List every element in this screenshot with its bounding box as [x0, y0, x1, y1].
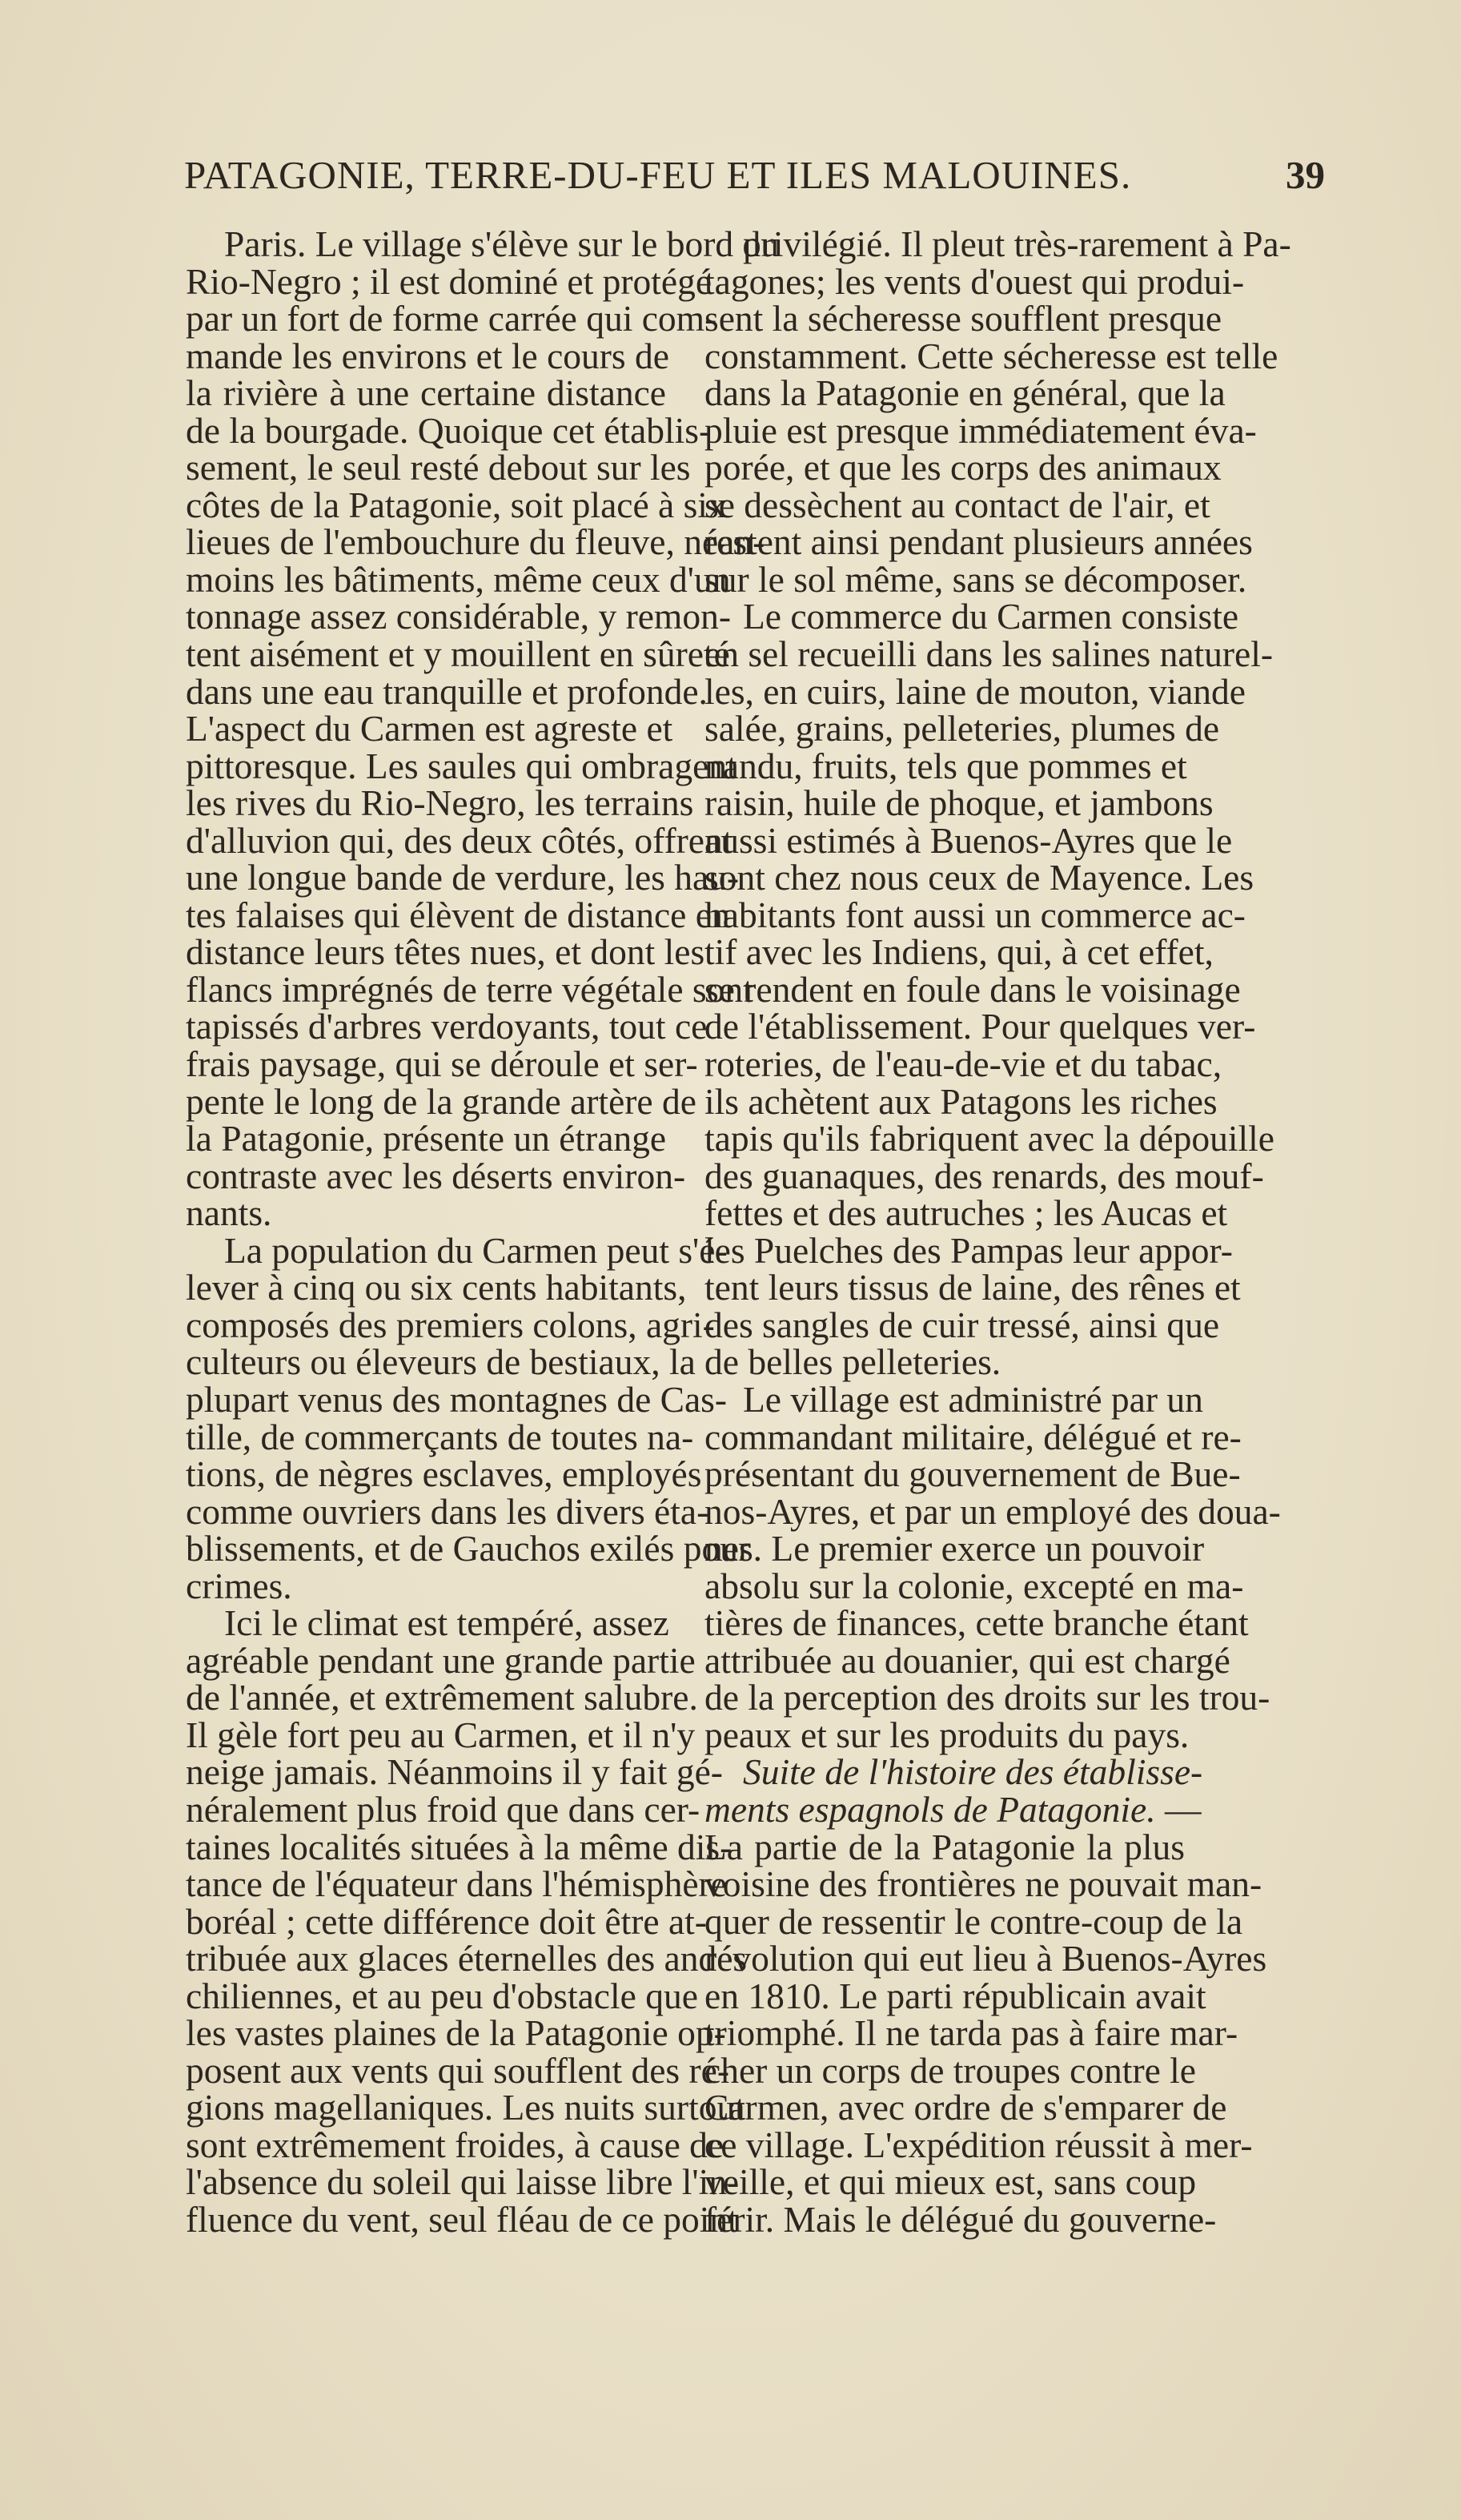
paragraph — [704, 596, 1274, 1383]
text-line: sont extrêmement froides, à cause de — [186, 2124, 724, 2165]
text-line: tent leurs tissus de laine, des rênes et — [704, 1267, 1241, 1308]
text-line: neige jamais. Néanmoins il y fait gé- — [186, 1751, 723, 1793]
text-line: Le commerce du Carmen consiste — [743, 596, 1239, 637]
paragraph — [186, 1229, 751, 1606]
text-line: habitants font aussi un commerce ac- — [704, 894, 1246, 935]
text-line: d'alluvion qui, des deux côtés, offrent — [186, 819, 733, 861]
right-column — [704, 223, 1291, 2276]
running-header — [184, 152, 1325, 208]
text-line: nes. Le premier exerce un pouvoir — [704, 1528, 1205, 1569]
text-line: néralement plus froid que dans cer- — [186, 1788, 700, 1830]
text-line: tagones; les vents d'ouest qui produi- — [704, 260, 1245, 302]
text-line: révolution qui eut lieu à Buenos-Ayres — [704, 1938, 1267, 1979]
text-line: mande les environs et le cours de — [186, 335, 669, 376]
text-line: frais paysage, qui se déroule et ser- — [186, 1043, 698, 1085]
text-line: salée, grains, pelleteries, plumes de — [704, 708, 1220, 750]
text-line: contraste avec les déserts environ- — [186, 1155, 686, 1196]
text-line: par un fort de forme carrée qui com- — [186, 298, 717, 340]
text-line: tapissés d'arbres verdoyants, tout ce — [186, 1006, 708, 1047]
text-line: Carmen, avec ordre de s'emparer de — [704, 2087, 1227, 2128]
section-paragraph — [704, 1751, 1267, 2240]
text-line: Il gèle fort peu au Carmen, et il n'y — [186, 1714, 696, 1755]
text-line: plupart venus des montagnes de Cas- — [186, 1378, 728, 1420]
text-line: lieues de l'embouchure du fleuve, néan- — [186, 521, 765, 563]
text-line: la rivière à une certaine distance — [186, 372, 666, 414]
text-line: la Patagonie, présente un étrange — [186, 1118, 667, 1160]
text-line: férir. Mais le délégué du gouverne- — [704, 2198, 1217, 2240]
text-line: comme ouvriers dans les divers éta- — [186, 1490, 709, 1532]
text-line: boréal ; cette différence doit être at- — [186, 1900, 707, 1942]
text-line: absolu sur la colonie, excepté en ma- — [704, 1565, 1244, 1606]
text-line: flancs imprégnés de terre végétale sont — [186, 968, 753, 1010]
text-line: sement, le seul resté debout sur les — [186, 447, 691, 488]
section-heading-line-2: ments espagnols de Patagonie. — — [704, 1788, 1202, 1830]
text-line: tribuée aux glaces éternelles des andes — [186, 1938, 748, 1979]
text-line: ils achètent aux Patagons les riches — [704, 1080, 1218, 1122]
text-line: restent ainsi pendant plusieurs années — [704, 521, 1253, 563]
text-line: agréable pendant une grande partie — [186, 1639, 696, 1681]
text-line: nandu, fruits, tels que pommes et — [704, 745, 1187, 786]
text-line: ce village. L'expédition réussit à mer- — [704, 2124, 1253, 2165]
text-line: peaux et sur les produits du pays. — [704, 1714, 1190, 1755]
text-line: culteurs ou éleveurs de bestiaux, la — [186, 1341, 696, 1383]
text-line: chiliennes, et au peu d'obstacle que — [186, 1975, 698, 2016]
paragraph — [186, 1602, 748, 2240]
text-line: de l'établissement. Pour quelques ver- — [704, 1006, 1256, 1047]
text-line: triomphé. Il ne tarda pas à faire mar- — [704, 2012, 1238, 2054]
text-line: nos-Ayres, et par un employé des doua- — [704, 1490, 1281, 1532]
text-line: distance leurs têtes nues, et dont les — [186, 931, 705, 973]
paragraph — [186, 223, 780, 1234]
text-line: de la bourgade. Quoique cet établis- — [186, 409, 712, 451]
text-line: tance de l'équateur dans l'hémisphère — [186, 1863, 727, 1905]
text-line: composés des premiers colons, agri- — [186, 1304, 715, 1345]
text-line: en 1810. Le parti républicain avait — [704, 1975, 1206, 2016]
text-line: pente le long de la grande artère de — [186, 1080, 696, 1122]
text-line: veille, et qui mieux est, sans coup — [704, 2161, 1197, 2203]
text-line: roteries, de l'eau-de-vie et du tabac, — [704, 1043, 1222, 1085]
text-line: fettes et des autruches ; les Aucas et — [704, 1192, 1228, 1234]
page-number: 39 — [1286, 153, 1325, 197]
text-line: tapis qu'ils fabriquent avec la dépouille — [704, 1118, 1274, 1160]
text-line: tent aisément et y mouillent en sûreté — [186, 633, 730, 675]
text-line: tes falaises qui élèvent de distance en — [186, 894, 730, 935]
left-column — [186, 223, 780, 2276]
section-heading-line-1: Suite de l'histoire des établisse- — [743, 1751, 1203, 1793]
text-line: gions magellaniques. Les nuits surtout — [186, 2087, 745, 2128]
paragraph — [704, 1378, 1281, 1755]
text-line: en sel recueilli dans les salines naturel- — [704, 633, 1274, 675]
text-line: quer de ressentir le contre-coup de la — [704, 1900, 1243, 1942]
text-line: Ici le climat est tempéré, assez — [224, 1602, 669, 1644]
text-line: La population du Carmen peut s'é- — [224, 1229, 728, 1271]
text-line: posent aux vents qui soufflent des ré- — [186, 2049, 729, 2091]
text-line: privilégié. Il pleut très-rarement à Pa- — [743, 223, 1291, 264]
text-line: tions, de nègres esclaves, employés — [186, 1453, 702, 1495]
text-line: raisin, huile de phoque, et jambons — [704, 782, 1214, 824]
text-line: dans la Patagonie en général, que la — [704, 372, 1226, 414]
text-line: moins les bâtiments, même ceux d'un — [186, 558, 731, 600]
text-line: Paris. Le village s'élève sur le bord du — [224, 223, 780, 264]
text-line: côtes de la Patagonie, soit placé à six — [186, 484, 726, 525]
text-line: voisine des frontières ne pouvait man- — [704, 1863, 1262, 1905]
text-line: fluence du vent, seul fléau de ce point — [186, 2198, 738, 2240]
text-line: tif avec les Indiens, qui, à cet effet, — [704, 931, 1214, 973]
text-line: cher un corps de troupes contre le — [704, 2049, 1197, 2091]
text-line: porée, et que les corps des animaux — [704, 447, 1222, 488]
text-line: crimes. — [186, 1565, 292, 1606]
text-line: aussi estimés à Buenos-Ayres que le — [704, 819, 1233, 861]
text-line: l'absence du soleil qui laisse libre l'in- — [186, 2161, 740, 2203]
text-line: se rendent en foule dans le voisinage — [704, 968, 1241, 1010]
text-line: de belles pelleteries. — [704, 1341, 1001, 1383]
text-line: tonnage assez considérable, y remon- — [186, 596, 731, 637]
text-line: tières de finances, cette branche étant — [704, 1602, 1249, 1644]
running-title: PATAGONIE, TERRE-DU-FEU ET ILES MALOUINES. — [184, 153, 1132, 197]
paragraph — [704, 223, 1291, 600]
text-line: pluie est presque immédiatement éva- — [704, 409, 1257, 451]
text-line: tille, de commerçants de toutes na- — [186, 1416, 694, 1457]
text-line: des guanaques, des renards, des mouf- — [704, 1155, 1264, 1196]
text-line: de la perception des droits sur les trou- — [704, 1677, 1270, 1718]
text-line: sur le sol même, sans se décomposer. — [704, 558, 1247, 600]
text-line: constamment. Cette sécheresse est telle — [704, 335, 1278, 376]
text-line: les rives du Rio-Negro, les terrains — [186, 782, 694, 824]
text-line: nants. — [186, 1192, 272, 1234]
text-line: L'aspect du Carmen est agreste et — [186, 708, 673, 750]
text-line: présentant du gouvernement de Bue- — [704, 1453, 1241, 1495]
text-line: lever à cinq ou six cents habitants, — [186, 1267, 687, 1308]
text-line: dans une eau tranquille et profonde. — [186, 670, 708, 712]
text-line: taines localités situées à la même dis- — [186, 1826, 733, 1867]
text-line: sent la sécheresse soufflent presque — [704, 298, 1222, 340]
text-line: attribuée au douanier, qui est chargé — [704, 1639, 1230, 1681]
text-line: les vastes plaines de la Patagonie op- — [186, 2012, 726, 2054]
text-line: blissements, et de Gauchos exilés pour — [186, 1528, 751, 1569]
text-line: une longue bande de verdure, les hau- — [186, 857, 740, 898]
text-line: sont chez nous ceux de Mayence. Les — [704, 857, 1254, 898]
text-line: des sangles de cuir tressé, ainsi que — [704, 1304, 1220, 1345]
text-line: La partie de la Patagonie la plus — [704, 1826, 1185, 1867]
text-line: commandant militaire, délégué et re- — [704, 1416, 1242, 1457]
text-line: les Puelches des Pampas leur appor- — [704, 1229, 1233, 1271]
text-line: Rio-Negro ; il est dominé et protégé — [186, 260, 712, 302]
text-line: de l'année, et extrêmement salubre. — [186, 1677, 698, 1718]
text-line: Le village est administré par un — [743, 1378, 1203, 1420]
text-line: pittoresque. Les saules qui ombragent — [186, 745, 737, 786]
text-line: les, en cuirs, laine de mouton, viande — [704, 670, 1246, 712]
text-line: se dessèchent au contact de l'air, et — [704, 484, 1210, 525]
